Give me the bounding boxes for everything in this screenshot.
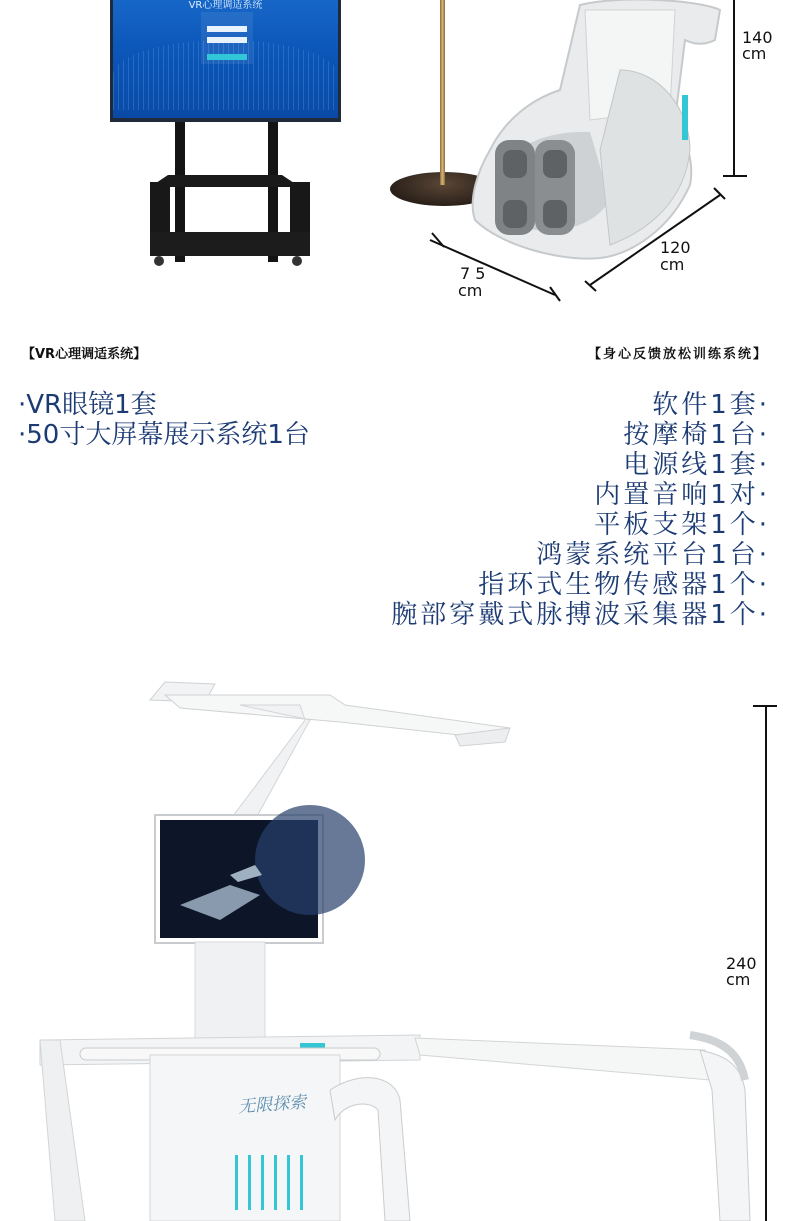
list-item: 内置音响1对· xyxy=(594,480,770,510)
kiosk-height-value: 240 xyxy=(726,954,757,973)
dimension-line-height xyxy=(733,0,735,176)
stand-leg-left xyxy=(150,182,170,237)
floor-lamp-pole xyxy=(440,0,445,185)
chair-depth-value: 7 5 xyxy=(460,264,486,283)
list-item: 软件1套· xyxy=(652,390,770,420)
stand-shelf xyxy=(150,175,300,187)
stand-wheel xyxy=(154,256,164,266)
list-item: 电源线1套· xyxy=(623,450,770,480)
stand-base xyxy=(150,232,310,256)
list-item: ·50寸大屏幕展示系统1台 xyxy=(18,420,310,450)
list-item: 平板支架1个· xyxy=(594,510,770,540)
chair-depth-unit: cm xyxy=(458,281,483,300)
monitor-screen-title: VR心理调适系统 xyxy=(188,0,263,11)
dimension-tick xyxy=(723,175,747,177)
login-panel xyxy=(201,12,253,64)
list-item: 腕部穿戴式脉搏波采集器1个· xyxy=(391,600,770,630)
vr-kiosk-image xyxy=(0,660,790,1221)
stand-wheel xyxy=(292,256,302,266)
chair-height-unit: cm xyxy=(742,44,767,63)
list-item: 鸿蒙系统平台1台· xyxy=(536,540,770,570)
right-system-title: 【身心反馈放松训练系统】 xyxy=(587,347,768,362)
list-item: 指环式生物传感器1个· xyxy=(478,570,770,600)
dimension-tick xyxy=(753,705,777,707)
kiosk-height-unit: cm xyxy=(726,970,751,989)
chair-width-value: 120 xyxy=(660,238,691,257)
list-item: ·VR眼镜1套 xyxy=(18,390,157,420)
chair-height-value: 140 xyxy=(742,28,773,47)
right-system-item-list xyxy=(391,390,770,630)
list-item: 按摩椅1台· xyxy=(623,420,770,450)
kiosk-brand-text: 无限探索 xyxy=(237,1092,307,1118)
chair-width-unit: cm xyxy=(660,255,685,274)
monitor-screen xyxy=(113,0,338,118)
left-system-item-list xyxy=(18,390,310,450)
left-system-title: 【VR心理调适系统】 xyxy=(22,347,147,362)
dimension-line-kiosk-height xyxy=(765,706,767,1221)
display-monitor-image xyxy=(110,0,341,122)
stand-leg-right xyxy=(290,182,310,237)
